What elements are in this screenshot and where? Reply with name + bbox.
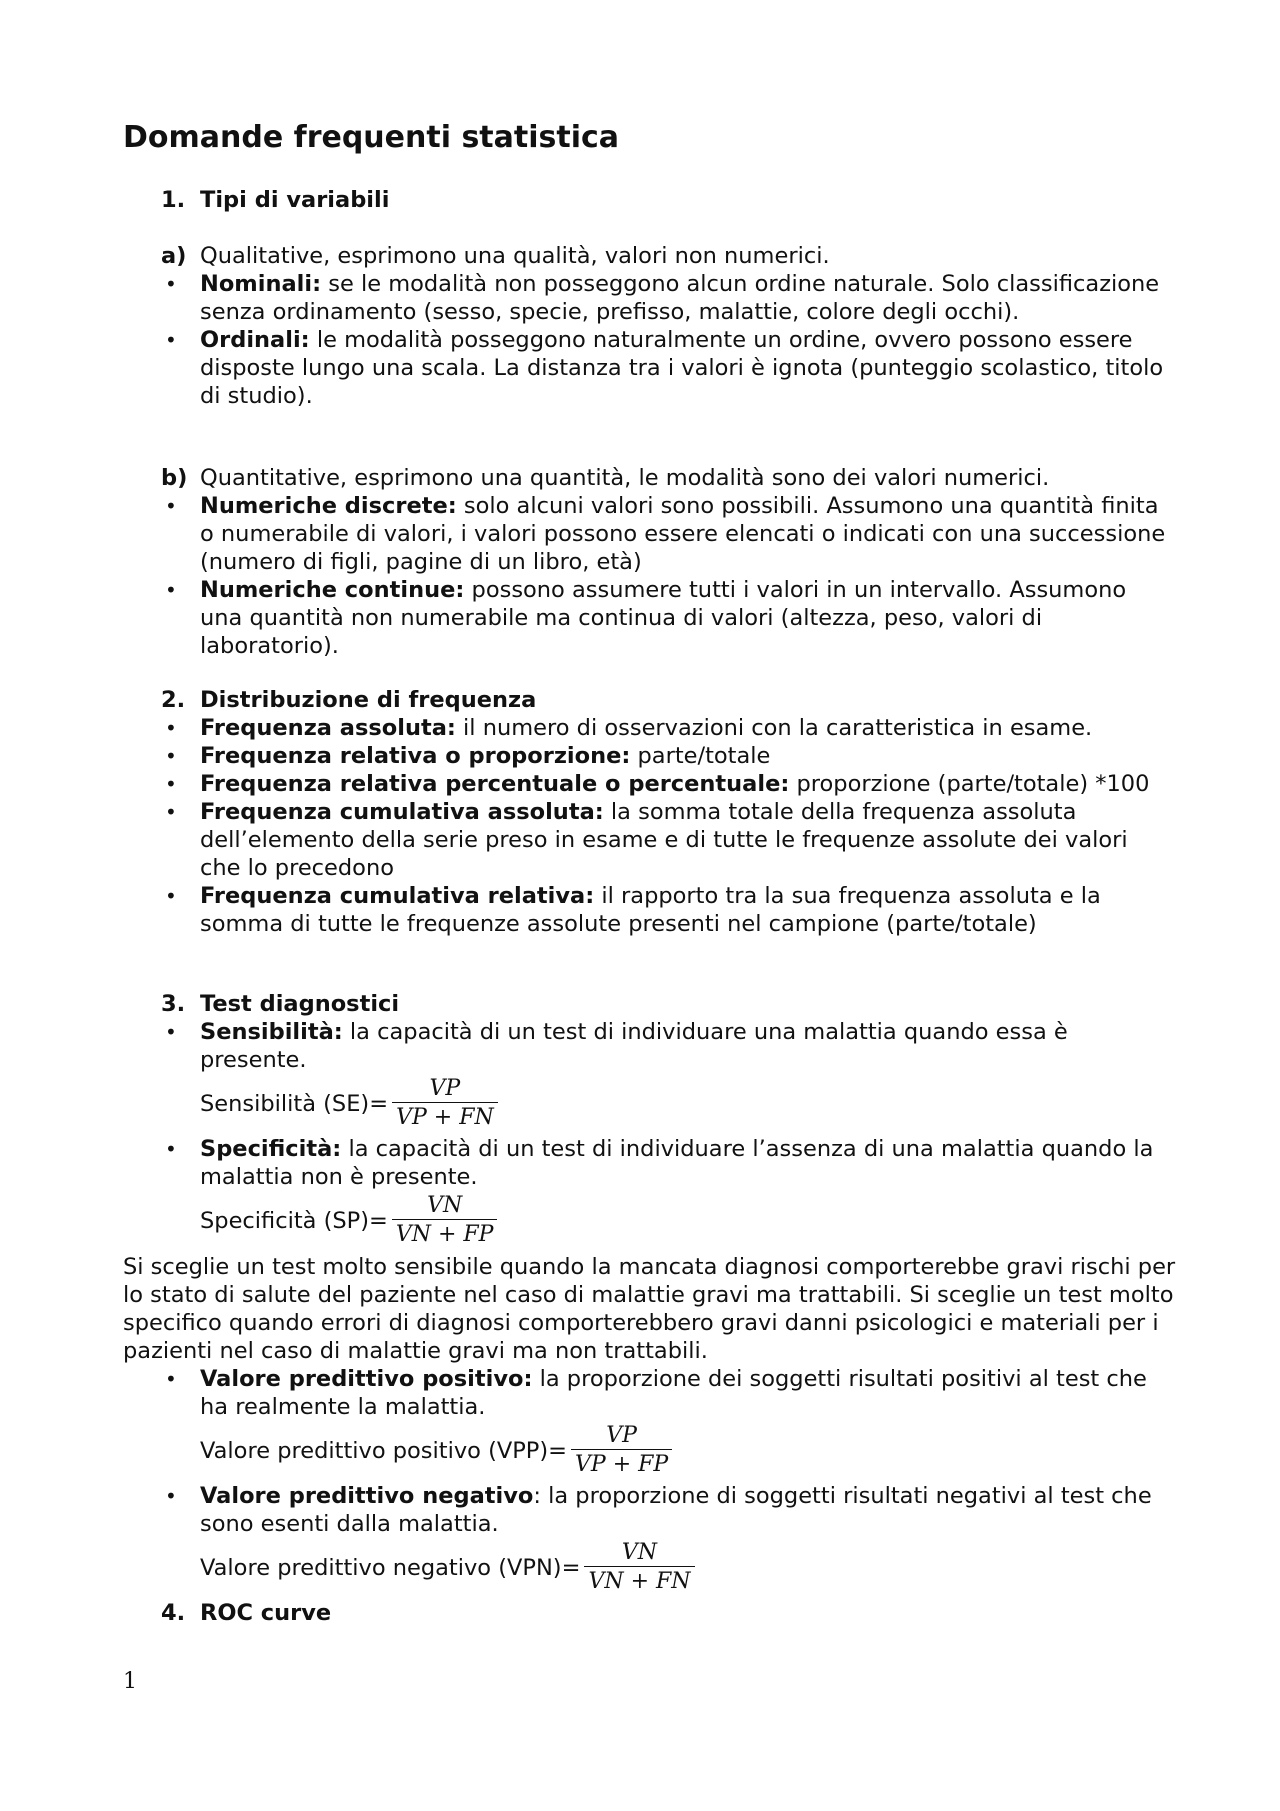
- term-text: se le modalità non posseggono alcun ordine naturale. Solo classificazione senza ordinamento (sesso, specie, prefisso, malattie, colore degli occhi).: [200, 271, 1160, 325]
- term-text: il numero di osservazioni con la caratteristica in esame.: [455, 715, 1093, 741]
- term-text: il rapporto tra la sua frequenza assoluta e la somma di tutte le frequenze assolute presenti nel campione (parte/totale): [200, 883, 1101, 937]
- section-heading: Distribuzione di frequenza: [200, 687, 537, 713]
- term-label: Frequenza relativa o proporzione:: [200, 743, 631, 769]
- term-text: la proporzione dei soggetti risultati positivi al test che ha realmente la malattia.: [200, 1366, 1147, 1420]
- term-text: le modalità posseggono naturalmente un ordine, ovvero possono essere disposte lungo una scala. La distanza tra i valori è ignota (punteggio scolastico, titolo di studio).: [200, 327, 1164, 409]
- term-label: Nominali:: [200, 271, 322, 297]
- bullet-icon: •: [165, 272, 177, 296]
- page-number: 1: [123, 1669, 137, 1694]
- list-item: [123, 882, 1173, 938]
- test-choice-paragraph: Si sceglie un test molto sensibile quando la mancata diagnosi comporterebbe gravi rischi per lo stato di salute del paziente nel caso di malattie gravi ma trattabili. Si sceglie un test molto specifico quando errori di diagnosi comporterebbero gravi danni psicologici e materiali per i pazienti nel caso di malattie gravi ma non trattabili.: [123, 1254, 1176, 1364]
- fraction-numerator: VN: [621, 1540, 658, 1565]
- document-title: Domande frequenti statistica: [123, 120, 620, 155]
- term-label: Frequenza assoluta:: [200, 715, 456, 741]
- formula-label: Sensibilità (SE)=: [200, 1090, 389, 1117]
- section-heading: ROC curve: [200, 1600, 332, 1626]
- bullet-icon: •: [165, 578, 177, 602]
- section-4-heading: [123, 1599, 1173, 1627]
- section-heading: Test diagnostici: [200, 991, 400, 1017]
- fraction-denominator: VP + FP: [571, 1449, 672, 1478]
- list-item: [123, 714, 1173, 742]
- section-2: [123, 686, 1173, 938]
- section-number: 4.: [161, 1600, 186, 1626]
- list-item: [123, 464, 1173, 492]
- formula-label: Specificità (SP)=: [200, 1207, 388, 1234]
- section-number: 2.: [161, 687, 186, 713]
- section-1-heading: [123, 186, 1173, 214]
- fraction-numerator: VP: [606, 1423, 637, 1448]
- list-item: [123, 270, 1173, 326]
- fraction: [571, 1423, 672, 1478]
- fraction-denominator: VN + FN: [584, 1566, 694, 1595]
- list-item: [123, 1018, 1173, 1074]
- term-label: Numeriche continue:: [200, 577, 465, 603]
- term-label: Frequenza relativa percentuale o percentuale:: [200, 771, 790, 797]
- term-text: solo alcuni valori sono possibili. Assumono una quantità finita o numerabile di valori, i valori possono essere elencati o indicati con una successione (numero di figli, pagine di un libro, età): [200, 493, 1166, 575]
- bullet-icon: •: [165, 744, 177, 768]
- term-label: Frequenza cumulativa assoluta:: [200, 799, 604, 825]
- bullet-icon: •: [165, 884, 177, 908]
- bullet-icon: •: [165, 1137, 177, 1161]
- list-item: [123, 1365, 1173, 1421]
- list-item: [123, 326, 1173, 410]
- fraction-numerator: VN: [427, 1193, 463, 1218]
- list-text: Qualitative, esprimono una qualità, valori non numerici.: [200, 243, 830, 269]
- term-text: possono assumere tutti i valori in un intervallo. Assumono una quantità non numerabile ma continua di valori (altezza, peso, valori di laboratorio).: [200, 577, 1127, 659]
- formula-label: Valore predittivo negativo (VPN)=: [200, 1554, 581, 1581]
- section-3: [123, 990, 1173, 1248]
- fraction-denominator: VN + FP: [392, 1219, 498, 1248]
- specificity-formula: [200, 1193, 1173, 1248]
- term-text: proporzione (parte/totale) *100: [789, 771, 1150, 797]
- term-label: Valore predittivo positivo:: [200, 1366, 533, 1392]
- section-number: 1.: [161, 187, 186, 213]
- section-1: [123, 186, 1173, 214]
- term-label: Frequenza cumulativa relativa:: [200, 883, 595, 909]
- section-2-heading: [123, 686, 1173, 714]
- list-item: [123, 742, 1173, 770]
- bullet-icon: •: [165, 800, 177, 824]
- term-label: Ordinali:: [200, 327, 310, 353]
- subsection-b: [123, 464, 1173, 660]
- section-heading: Tipi di variabili: [200, 187, 390, 213]
- list-item: [123, 242, 1173, 270]
- term-text: la capacità di un test di individuare una malattia quando essa è presente.: [200, 1019, 1068, 1073]
- bullet-icon: •: [165, 1484, 177, 1508]
- predictive-values: [123, 1365, 1173, 1627]
- vpp-formula: [200, 1423, 1173, 1478]
- section-3-heading: [123, 990, 1173, 1018]
- fraction: [392, 1193, 498, 1248]
- bullet-icon: •: [165, 1020, 177, 1044]
- sensitivity-formula: [200, 1076, 1173, 1131]
- list-text: Quantitative, esprimono una quantità, le modalità sono dei valori numerici.: [200, 465, 1050, 491]
- list-item: [123, 1135, 1173, 1191]
- bullet-icon: •: [165, 494, 177, 518]
- bullet-icon: •: [165, 772, 177, 796]
- term-label: Numeriche discrete:: [200, 493, 457, 519]
- section-number: 3.: [161, 991, 186, 1017]
- list-item: [123, 798, 1173, 882]
- list-item: [123, 576, 1173, 660]
- formula-label: Valore predittivo positivo (VPP)=: [200, 1437, 568, 1464]
- vpn-formula: [200, 1540, 1173, 1595]
- term-text: : la proporzione di soggetti risultati negativi al test che sono esenti dalla malattia.: [200, 1483, 1152, 1537]
- bullet-icon: •: [165, 328, 177, 352]
- subsection-a: [123, 242, 1173, 410]
- term-label: Valore predittivo negativo: [200, 1483, 534, 1509]
- fraction-numerator: VP: [429, 1076, 461, 1101]
- term-text: parte/totale: [630, 743, 771, 769]
- fraction-denominator: VP + FN: [392, 1102, 498, 1131]
- bullet-icon: •: [165, 716, 177, 740]
- list-item: [123, 770, 1173, 798]
- bullet-icon: •: [165, 1367, 177, 1391]
- term-text: la somma totale della frequenza assoluta dell’elemento della serie preso in esame e di tutte le frequenze assolute dei valori che lo precedono: [200, 799, 1128, 881]
- list-item: [123, 1482, 1173, 1538]
- fraction: [584, 1540, 694, 1595]
- fraction: [392, 1076, 498, 1131]
- list-marker: a): [161, 243, 187, 269]
- term-label: Sensibilità:: [200, 1019, 343, 1045]
- list-item: [123, 492, 1173, 576]
- term-text: la capacità di un test di individuare l’assenza di una malattia quando la malattia non è presente.: [200, 1136, 1154, 1190]
- list-marker: b): [161, 465, 188, 491]
- term-label: Specificità:: [200, 1136, 342, 1162]
